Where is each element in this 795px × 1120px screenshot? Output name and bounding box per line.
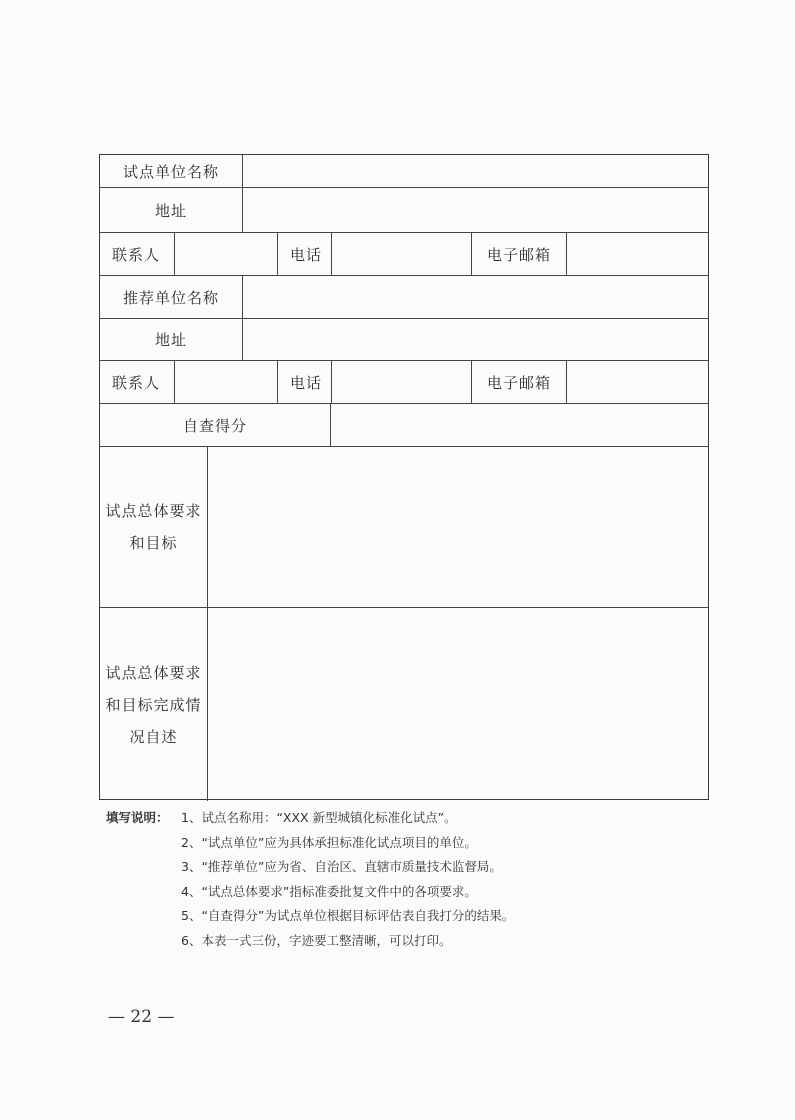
instruction-item: 6、本表一式三份，字迹要工整清晰，可以打印。 [181, 932, 452, 948]
field-rec-contact[interactable] [175, 361, 278, 403]
field-pilot-address[interactable] [243, 188, 708, 232]
field-completion[interactable] [208, 608, 708, 801]
row-rec-unit-name [100, 276, 708, 319]
label-pilot-address: 地址 [100, 188, 243, 232]
label-rec-address: 地址 [100, 319, 243, 360]
field-rec-unit-name[interactable] [243, 276, 708, 318]
row-pilot-address [100, 188, 708, 233]
row-pilot-contact [100, 233, 708, 276]
page-number: — 22 — [108, 1007, 175, 1027]
instruction-item: 2、“试点单位”应为具体承担标准化试点项目的单位。 [181, 834, 477, 850]
instruction-item: 5、“自查得分”为试点单位根据目标评估表自我打分的结果。 [181, 908, 515, 923]
field-pilot-email[interactable] [567, 233, 708, 275]
filling-instructions [106, 806, 706, 953]
application-form-table [99, 154, 709, 800]
instruction-item: 4、“试点总体要求”指标准委批复文件中的各项要求。 [181, 883, 477, 899]
row-self-score [100, 404, 708, 447]
label-rec-unit-name: 推荐单位名称 [100, 276, 243, 318]
label-completion-line2: 和目标完成情 [105, 695, 202, 714]
label-rec-phone: 电话 [278, 361, 332, 403]
label-completion-line1: 试点总体要求 [105, 663, 202, 682]
label-goals [100, 447, 208, 607]
label-completion-line3: 况自述 [129, 727, 178, 746]
label-pilot-email: 电子邮箱 [472, 233, 567, 275]
row-goals [100, 447, 708, 608]
field-goals[interactable] [208, 447, 708, 607]
label-rec-email: 电子邮箱 [472, 361, 567, 403]
label-pilot-phone: 电话 [278, 233, 332, 275]
row-rec-contact [100, 361, 708, 404]
label-pilot-contact: 联系人 [100, 233, 175, 275]
field-pilot-contact[interactable] [175, 233, 278, 275]
field-rec-email[interactable] [567, 361, 708, 403]
label-completion [100, 608, 208, 801]
label-goals-line2: 和目标 [129, 534, 178, 552]
instruction-first-line [106, 806, 706, 831]
instruction-item: 1、试点名称用：“XXX 新型城镇化标准化试点”。 [181, 810, 457, 825]
row-rec-address [100, 319, 708, 361]
label-self-score: 自查得分 [100, 404, 331, 446]
instructions-heading: 填写说明： [106, 810, 169, 825]
label-rec-contact: 联系人 [100, 361, 175, 403]
field-rec-address[interactable] [243, 319, 708, 360]
field-pilot-phone[interactable] [332, 233, 472, 275]
field-self-score[interactable] [331, 404, 708, 446]
label-pilot-unit-name: 试点单位名称 [100, 155, 243, 187]
row-pilot-unit-name [100, 155, 708, 188]
label-goals-line1: 试点总体要求 [105, 502, 202, 520]
row-completion [100, 608, 708, 801]
field-rec-phone[interactable] [332, 361, 472, 403]
instruction-item: 3、“推荐单位”应为省、自治区、直辖市质量技术监督局。 [181, 859, 502, 874]
field-pilot-unit-name[interactable] [243, 155, 708, 187]
